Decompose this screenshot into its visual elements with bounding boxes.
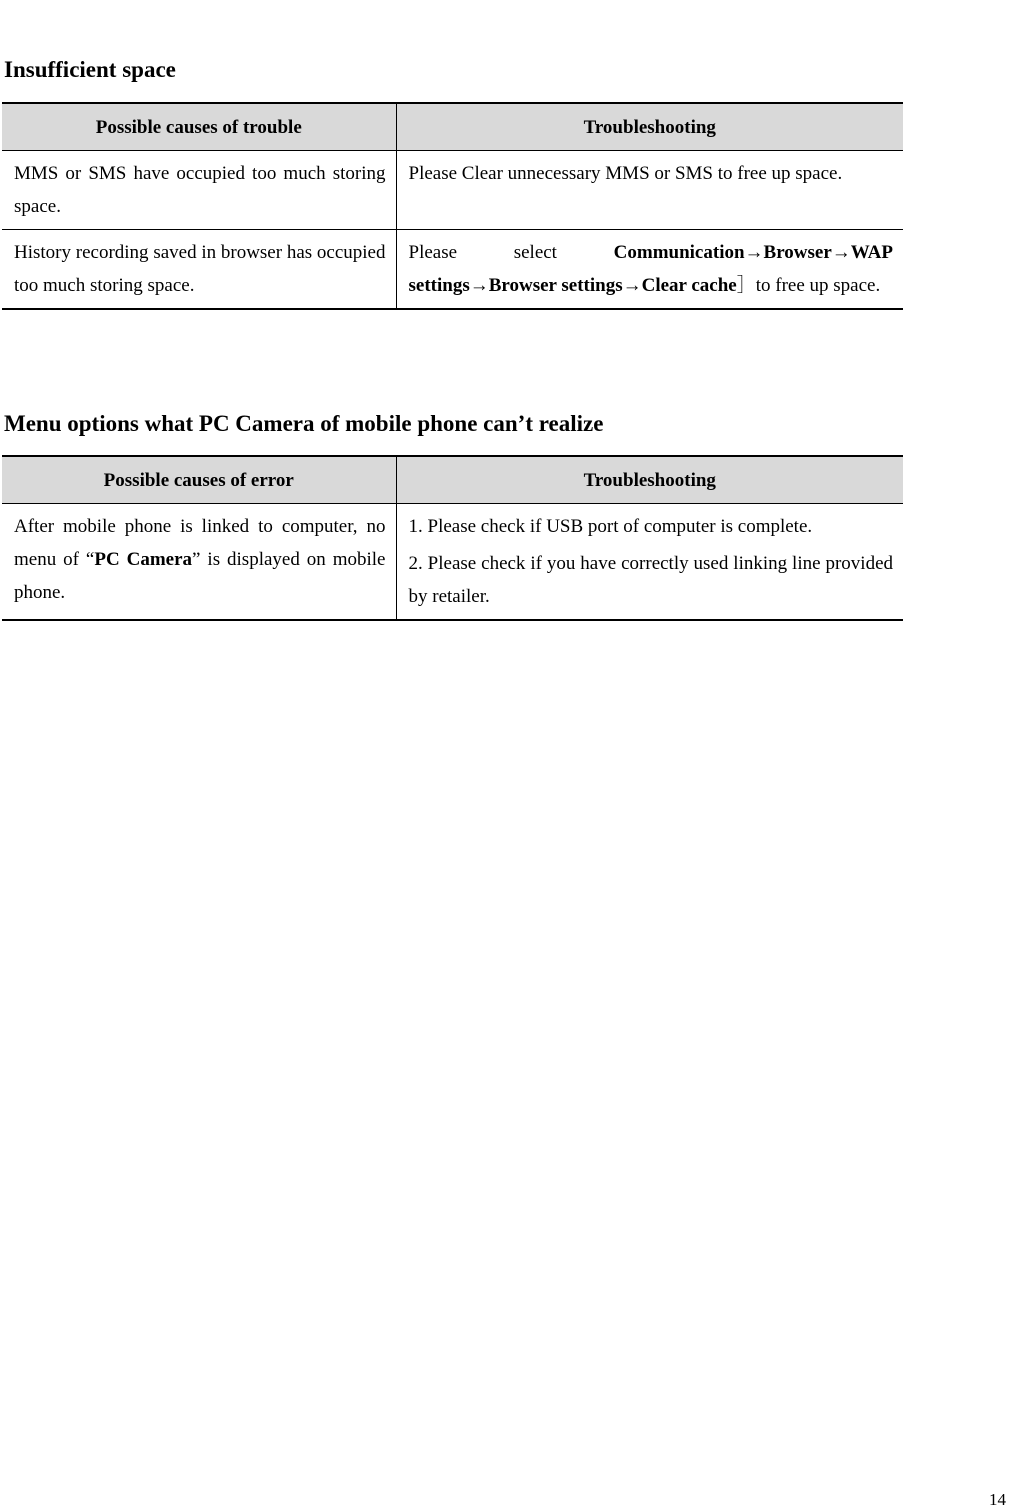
- table-header-row: [2, 456, 903, 504]
- table-row: [2, 504, 903, 621]
- cause-cell: MMS or SMS have occupied too much storing space.: [2, 151, 396, 230]
- section-title-pc-camera: Menu options what PC Camera of mobile phone can’t realize: [4, 411, 604, 436]
- insufficient-space-table: [2, 102, 903, 310]
- table-row: [2, 230, 903, 310]
- troubleshooting-step: 1. Please check if USB port of computer is complete.: [408, 516, 813, 537]
- troubleshooting-step: 2. Please check if you have correctly used linking line provided by retailer.: [408, 553, 893, 607]
- table-row: [2, 151, 903, 230]
- cause-cell: History recording saved in browser has occupied too much storing space.: [2, 230, 396, 310]
- troubleshooting-cell: [396, 230, 903, 310]
- column-header-cause: Possible causes of error: [2, 456, 396, 504]
- section-title-insufficient-space: Insufficient space: [4, 57, 176, 82]
- troubleshooting-cell: [396, 504, 903, 621]
- cause-text: ” is displayed on mobile phone.: [14, 549, 386, 603]
- pc-camera-table: [2, 455, 903, 621]
- troubleshooting-cell: Please Clear unnecessary MMS or SMS to free up space.: [396, 151, 903, 230]
- column-header-troubleshooting: Troubleshooting: [396, 103, 903, 151]
- instruction-text: Please select: [408, 242, 614, 263]
- instruction-text: ］to free up space.: [736, 275, 881, 296]
- cause-text: After mobile phone is linked to computer, no menu of “: [14, 516, 386, 570]
- page-number: 14: [989, 1490, 1006, 1509]
- menu-path: Communication→Browser→WAP settings→Browser settings→Clear cache: [408, 242, 893, 296]
- column-header-cause: Possible causes of trouble: [2, 103, 396, 151]
- cause-cell: [2, 504, 396, 621]
- menu-name: PC Camera: [94, 549, 193, 570]
- column-header-troubleshooting: Troubleshooting: [396, 456, 903, 504]
- table-header-row: [2, 103, 903, 151]
